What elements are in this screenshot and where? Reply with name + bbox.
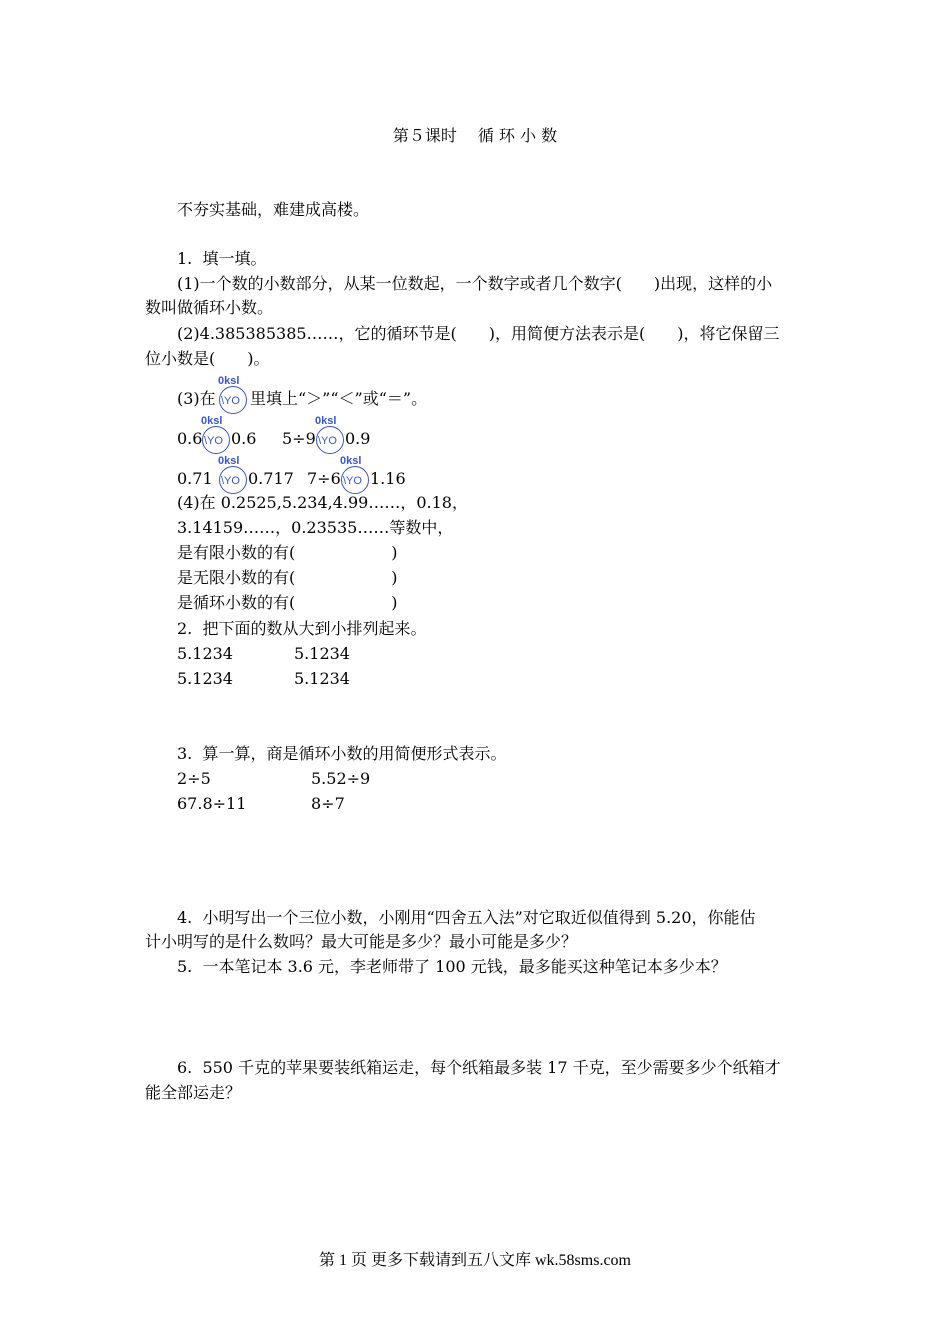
circle-mark-top: 0ksl	[218, 455, 240, 467]
q1-p4-line4: 是无限小数的有( )	[177, 568, 398, 587]
q1-p4-line2: 3.14159……，0.23535……等数中，	[177, 518, 454, 537]
circle-mark-top: 0ksl	[315, 415, 337, 427]
q3-expression: 8÷7	[311, 794, 345, 813]
q6-line2: 能全部运走？	[145, 1083, 242, 1102]
compare-circle[interactable]	[315, 415, 344, 454]
compare-d-left: 7÷6	[307, 469, 341, 488]
page-footer: 第 1 页 更多下载请到五八文库 wk.58sms.com	[318, 1252, 631, 1269]
compare-circle[interactable]	[218, 375, 247, 414]
q4-line1: 4. 小明写出一个三位小数，小刚用“四舍五入法”对它取近似值得到 5.20，你能估	[177, 908, 756, 927]
compare-circle[interactable]	[201, 415, 230, 454]
circle-mark-bottom: \YO	[318, 435, 337, 447]
q4-line2: 计小明写的是什么数吗？最大可能是多少？最小可能是多少？	[145, 932, 578, 951]
q1-p1-line2: 数叫做循环小数。	[145, 298, 274, 317]
compare-circle[interactable]	[340, 455, 369, 494]
q6-line1: 6. 550 千克的苹果要装纸箱运走，每个纸箱最多装 17 千克，至少需要多少个纸箱才	[177, 1058, 781, 1077]
page-title: 第５课时 循 环 小 数	[392, 126, 558, 145]
q1-p3-prefix: (3)在	[177, 389, 216, 408]
q1-p2-line2: 位小数是( )。	[145, 349, 270, 368]
circle-mark-top: 0ksl	[218, 375, 240, 387]
q1-p4-line3: 是有限小数的有( )	[177, 543, 398, 562]
q1-p4-line1: (4)在 0.2525,5.234,4.99……，0.18，	[177, 493, 468, 512]
q1-p4-line5: 是循环小数的有( )	[177, 593, 398, 612]
circle-mark-bottom: \YO	[204, 435, 223, 447]
compare-d-right: 1.16	[370, 469, 406, 488]
motto: 不夯实基础，难建成高楼。	[177, 200, 370, 219]
compare-b-right: 0.9	[345, 429, 371, 448]
circle-mark-bottom: \YO	[221, 475, 240, 487]
q1-heading: 1. 填一填。	[177, 249, 267, 268]
compare-b-left: 5÷9	[282, 429, 316, 448]
compare-c-right: 0.717	[248, 469, 294, 488]
q2-number: 5.1234	[294, 644, 350, 663]
q5-line1: 5. 一本笔记本 3.6 元，李老师带了 100 元钱，最多能买这种笔记本多少本？	[177, 957, 727, 976]
q3-heading: 3. 算一算，商是循环小数的用简便形式表示。	[177, 744, 507, 763]
q3-expression: 2÷5	[177, 769, 211, 788]
q1-p3-suffix: 里填上“＞”“＜”或“＝”。	[250, 389, 428, 408]
q2-number: 5.1234	[294, 669, 350, 688]
q1-p2-line1: (2)4.385385385……，它的循环节是( )，用简便方法表示是( )，将它保留三	[177, 324, 780, 343]
q3-expression: 5.52÷9	[311, 769, 371, 788]
compare-circle[interactable]	[218, 455, 247, 494]
circle-mark-bottom: \YO	[343, 475, 362, 487]
circle-mark-top: 0ksl	[201, 415, 223, 427]
compare-a-left: 0.6	[177, 429, 203, 448]
circle-mark-bottom: \YO	[221, 395, 240, 407]
q3-expression: 67.8÷11	[177, 794, 247, 813]
compare-a-right: 0.6	[231, 429, 257, 448]
circle-mark-top: 0ksl	[340, 455, 362, 467]
q2-number: 5.1234	[177, 669, 233, 688]
q2-number: 5.1234	[177, 644, 233, 663]
compare-c-left: 0.71	[177, 469, 213, 488]
q1-p1-line1: (1)一个数的小数部分，从某一位数起，一个数字或者几个数字( )出现，这样的小	[177, 274, 773, 293]
q2-heading: 2. 把下面的数从大到小排列起来。	[177, 619, 427, 638]
